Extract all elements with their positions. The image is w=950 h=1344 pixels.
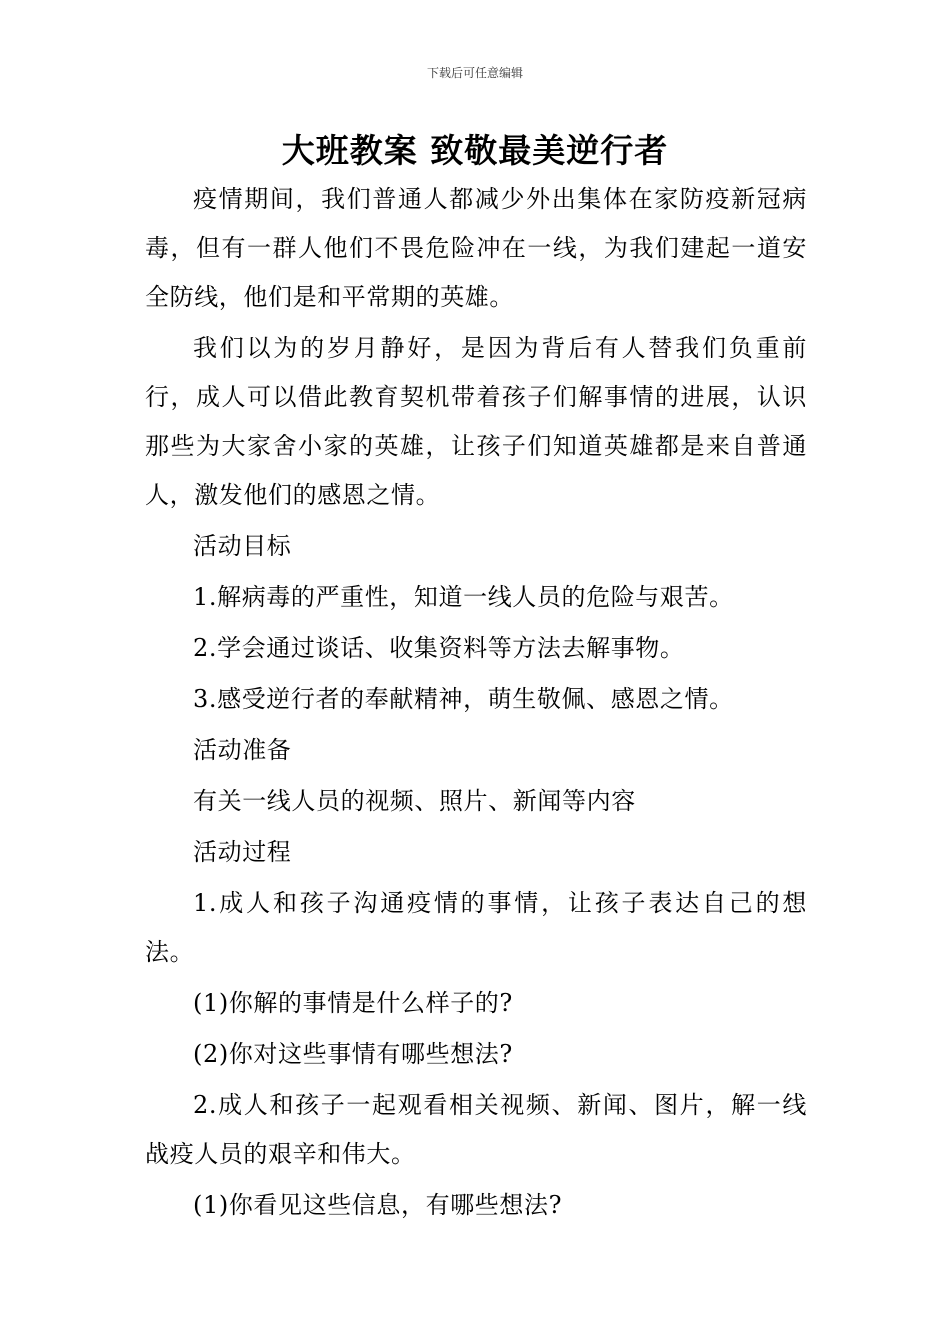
goal-item: 1.解病毒的严重性，知道一线人员的危险与艰苦。 [193, 583, 734, 611]
process-question: (2)你对这些事情有哪些想法? [193, 1040, 513, 1068]
process-question: (1)你看见这些信息，有哪些想法? [193, 1191, 563, 1219]
process-question: (1)你解的事情是什么样子的? [193, 989, 513, 1017]
paragraph-background: 我们以为的岁月静好，是因为背后有人替我们负重前行，成人可以借此教育契机带着孩子们解事情的进展，认识那些为大家舍小家的英雄，让孩子们知道英雄都是来自普通人，激发他们的感恩之情。 [145, 334, 807, 509]
preparation-item: 有关一线人员的视频、照片、新闻等内容 [193, 787, 636, 815]
process-step: 1.成人和孩子沟通疫情的事情，让孩子表达自己的想法。 [145, 889, 807, 966]
goal-item: 2.学会通过谈话、收集资料等方法去解事物。 [193, 634, 685, 662]
paragraph-intro: 疫情期间，我们普通人都减少外出集体在家防疫新冠病毒，但有一群人他们不畏危险冲在一线，为我们建起一道安全防线，他们是和平常期的英雄。 [145, 185, 807, 311]
section-heading-preparation: 活动准备 [193, 736, 292, 764]
page-header-note: 下载后可任意编辑 [426, 66, 523, 80]
document-body [145, 175, 807, 1232]
goal-item: 3.感受逆行者的奉献精神，萌生敬佩、感恩之情。 [193, 685, 734, 713]
section-heading-process: 活动过程 [193, 838, 292, 866]
document-title: 大班教案 致敬最美逆行者 [281, 131, 669, 170]
process-step: 2.成人和孩子一起观看相关视频、新闻、图片，解一线战疫人员的艰辛和伟大。 [145, 1091, 807, 1168]
section-heading-goals: 活动目标 [193, 532, 292, 560]
